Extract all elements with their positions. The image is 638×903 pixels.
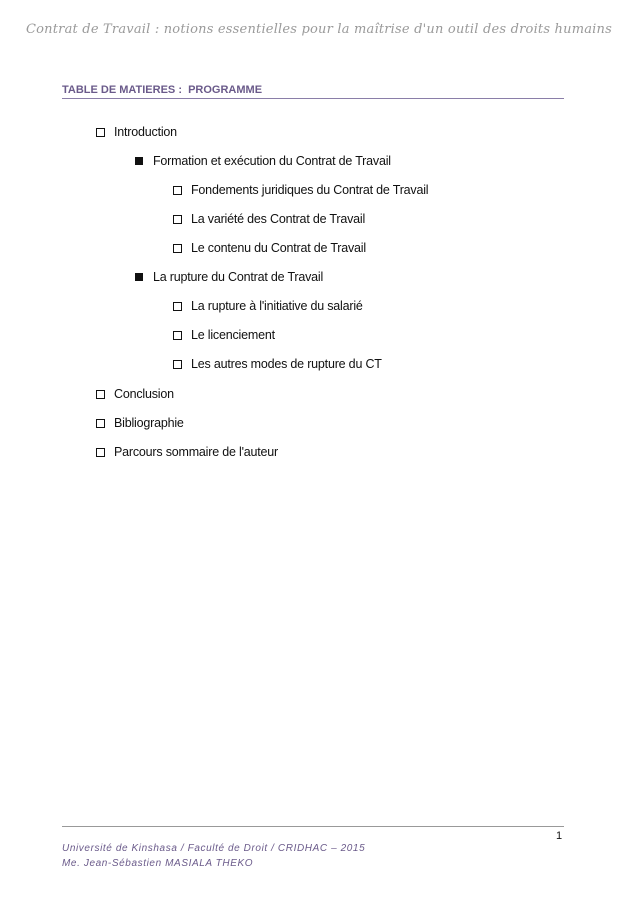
toc-item-label: Les autres modes de rupture du CT <box>191 357 382 371</box>
toc-item-label: La rupture du Contrat de Travail <box>153 270 324 284</box>
filled-square-bullet-icon <box>135 273 143 281</box>
filled-square-bullet-icon <box>135 157 143 165</box>
toc-item-rupture-salarie <box>173 299 363 313</box>
footer-divider <box>62 826 564 827</box>
page-number: 1 <box>556 830 563 842</box>
toc-item-fondements <box>173 183 428 197</box>
running-header: Contrat de Travail : notions essentielles pour la maîtrise d'un outil des droits humains <box>26 22 612 37</box>
toc-heading: TABLE DE MATIERES : PROGRAMME <box>62 84 564 99</box>
toc-item-label: Le licenciement <box>191 328 275 342</box>
open-square-bullet-icon <box>173 360 182 369</box>
open-square-bullet-icon <box>96 419 105 428</box>
toc-item-autres-modes <box>173 357 382 371</box>
toc-item-label: Bibliographie <box>114 416 184 430</box>
open-square-bullet-icon <box>96 390 105 399</box>
toc-item-introduction <box>96 125 177 139</box>
toc-item-label: Le contenu du Contrat de Travail <box>191 241 366 255</box>
toc-item-label: Parcours sommaire de l'auteur <box>114 445 279 459</box>
open-square-bullet-icon <box>173 186 182 195</box>
toc-item-contenu <box>173 241 366 255</box>
toc-item-label: Formation et exécution du Contrat de Travail <box>153 154 391 168</box>
open-square-bullet-icon <box>96 128 105 137</box>
open-square-bullet-icon <box>173 215 182 224</box>
toc-item-label: La rupture à l'initiative du salarié <box>191 299 363 313</box>
toc-item-bibliographie <box>96 416 184 430</box>
open-square-bullet-icon <box>173 244 182 253</box>
toc-item-label: La variété des Contrat de Travail <box>191 212 366 226</box>
open-square-bullet-icon <box>173 302 182 311</box>
open-square-bullet-icon <box>173 331 182 340</box>
toc-item-label: Introduction <box>114 125 177 139</box>
toc-item-rupture <box>135 270 323 284</box>
toc-item-parcours <box>96 445 278 459</box>
footer-institution: Université de Kinshasa / Faculté de Droit / CRIDHAC – 2015 <box>62 843 366 854</box>
toc-item-label: Conclusion <box>114 387 174 401</box>
open-square-bullet-icon <box>96 448 105 457</box>
toc-item-variete <box>173 212 365 226</box>
toc-item-formation <box>135 154 391 168</box>
toc-item-licenciement <box>173 328 275 342</box>
toc-item-conclusion <box>96 387 174 401</box>
toc-item-label: Fondements juridiques du Contrat de Travail <box>191 183 429 197</box>
footer-author: Me. Jean-Sébastien MASIALA THEKO <box>62 858 254 869</box>
